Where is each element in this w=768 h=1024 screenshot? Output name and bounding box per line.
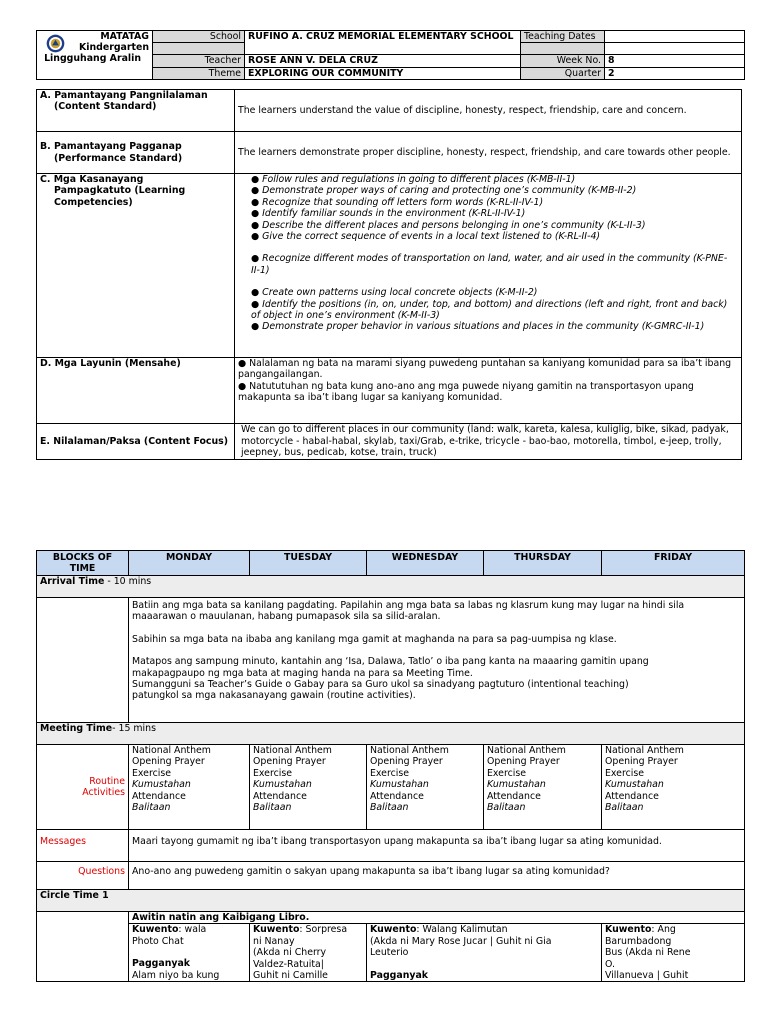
arrival-line: makapagpaupo ng mga bata at maging handa na para sa Meeting Time. [132,667,473,679]
routine-thursday [484,745,602,830]
logo-caption: Lingguhang Aralin [44,53,141,64]
logo-subtitle: Kindergarten [78,42,149,53]
routine-item: Balitaan [132,802,171,814]
routine-item: Attendance [370,790,424,802]
school-label-cont [153,43,245,55]
questions-label: Questions [37,862,129,890]
story-line: (Akda ni Cherry [253,947,327,959]
routine-item: National Anthem [487,745,566,756]
arrival-side-cell [37,598,129,723]
column-header: TUESDAY [250,551,367,576]
routine-item: Attendance [132,790,186,802]
competency-item: ● Give the correct sequence of events in a local text listened to (K-RL-II-4) [251,231,601,243]
plan-table [36,89,742,460]
routine-item: Exercise [253,767,293,779]
routine-item: Opening Prayer [487,756,560,768]
week-label: Week No. [521,55,605,67]
routine-item: Balitaan [370,802,409,814]
routine-activities-label: Routine Activities [37,745,129,830]
arrival-time-row: Arrival Time - 10 mins [37,576,745,598]
circle-side-cell [37,912,129,982]
story-line: Photo Chat [132,935,184,947]
story-line: Bus (Akda ni Rene [605,947,691,959]
routine-wednesday [367,745,484,830]
routine-item: Kumustahan [605,779,664,791]
story-line: Valdez-Ratuita| [253,958,324,970]
competency-item: ● Demonstrate proper ways of caring and protecting one’s community (K-MB-II-2) [251,185,637,197]
teaching-dates-value [605,31,745,43]
competencies-group-3 [251,287,738,333]
theme-value: EXPLORING OUR COMMUNITY [245,67,521,79]
performance-standard-label: B. Pamantayang Pagganap (Performance Standard) [37,132,235,174]
story-line: ni Nanay [253,935,295,947]
competency-item: ● Identify the positions (in, on, under, top, and bottom) and directions (left and right, front and back) [251,298,728,310]
competency-item: of object in one’s environment (K-M-II-3) [251,310,440,322]
content-standard-label: A. Pamantayang Pangnilalaman (Content Standard) [37,90,235,132]
routine-item: Kumustahan [487,779,546,791]
routine-item: Exercise [370,767,410,779]
deped-seal-icon [46,34,65,53]
routine-item: Opening Prayer [132,756,205,768]
routine-item: Opening Prayer [605,756,678,768]
routine-item: Exercise [487,767,527,779]
column-header: WEDNESDAY [367,551,484,576]
story-line: Leuterio [370,947,409,959]
competencies-group-2 [251,253,738,276]
questions-text: Ano-ano ang puwedeng gamitin o sakyan upang makapunta sa iba’t ibang lugar sa ating komunidad? [129,862,745,890]
column-header: THURSDAY [484,551,602,576]
schedule-table [36,550,745,982]
teaching-dates-value-cont [605,43,745,55]
routine-friday [602,745,745,830]
school-label: School [153,31,245,43]
story-line: Guhit ni Camille [253,970,328,982]
logo-cell [37,31,153,80]
routine-item: Kumustahan [370,779,429,791]
story-wednesday-thursday: Kuwento: Walang Kalimutan (Akda ni Mary Rose Jucar | Guhit ni Gia Leuterio Pagganyak [367,924,602,982]
quarter-label: Quarter [521,67,605,79]
awitin-text: Awitin natin ang Kaibigang Libro. [129,912,745,924]
column-header: BLOCKS OF TIME [37,551,129,576]
arrival-line: Sumangguni sa Teacher’s Guide o Gabay para sa Guro ukol sa sinadyang pagtuturo (intentional teaching) [132,679,629,691]
story-friday: Kuwento: Ang Barumbadong Bus (Akda ni Rene O. Villanueva | Guhit [602,924,745,982]
schedule-header-row [37,551,745,576]
performance-standard-text: The learners demonstrate proper discipline, honesty, respect, friendship, and care towards other people. [235,132,742,174]
teaching-dates-label-cont [521,43,605,55]
competencies-label: C. Mga Kasanayang Pampagkatuto (Learning Competencies) [37,174,235,358]
competencies-group-1 [251,174,738,242]
routine-item: Opening Prayer [253,756,326,768]
arrival-line: Batiin ang mga bata sa kanilang pagdating. Papilahin ang mga bata sa labas ng klasrum kung may lugar na hindi sila [132,600,685,611]
competency-item: ● Follow rules and regulations in going to different places (K-MB-II-1) [251,174,576,185]
objectives-list [235,358,742,424]
competency-item: ● Create own patterns using local concrete objects (K-M-II-2) [251,287,538,299]
meeting-time-row: Meeting Time- 15 mins [37,723,745,745]
routine-item: National Anthem [605,745,684,756]
competency-item: ● Describe the different places and persons belonging in one’s community (K-L-II-3) [251,219,646,231]
competency-item: II-1) [251,264,270,276]
teacher-label: Teacher [153,55,245,67]
story-line: Barumbadong [605,935,672,947]
logo-title: MATATAG [100,31,149,42]
routine-monday [129,745,250,830]
competency-item: ● Recognize different modes of transportation on land, water, and air used in the community (K-PNE- [251,253,728,265]
routine-item: Attendance [487,790,541,802]
arrival-instructions [129,598,745,723]
routine-item: National Anthem [370,745,449,756]
content-standard-text: The learners understand the value of discipline, honesty, respect, friendship, care and concern. [235,90,742,132]
routine-item: National Anthem [253,745,332,756]
content-focus-label: E. Nilalaman/Paksa (Content Focus) [37,424,235,460]
quarter-value: 2 [605,67,745,79]
routine-item: Kumustahan [253,779,312,791]
column-header: MONDAY [129,551,250,576]
objective-item: ● Nalalaman ng bata na marami siyang puwedeng puntahan sa kaniyang komunidad para sa iba’t ibang pangangailangan. [238,358,735,381]
story-line: O. [605,958,615,970]
school-value: RUFINO A. CRUZ MEMORIAL ELEMENTARY SCHOOL [245,31,521,55]
competency-item: ● Demonstrate proper behavior in various situations and places in the community (K-GMRC-II-1) [251,321,705,333]
arrival-line: maaarawan o mauulanan, habang pumapasok sila sa silid-aralan. [132,611,441,623]
story-line: (Akda ni Mary Rose Jucar | Guhit ni Gia [370,935,552,947]
story-tuesday: Kuwento: Sorpresa ni Nanay (Akda ni Cherry Valdez-Ratuita| Guhit ni Camille [250,924,367,982]
competency-item: ● Identify familiar sounds in the environment (K-RL-II-IV-1) [251,208,526,220]
arrival-line: Matapos ang sampung minuto, kantahin ang ‘Isa, Dalawa, Tatlo’ o iba pang kanta na maaaring gamitin upang [132,656,649,668]
story-monday: Kuwento: wala Photo Chat Pagganyak Alam niyo ba kung [129,924,250,982]
teaching-dates-label: Teaching Dates [521,31,605,43]
objective-item: ● Natututuhan ng bata kung ano-ano ang mga puwede niyang gamitin na transportasyon upang makapunta sa iba’t ibang lugar sa kaniyang komunidad. [238,380,697,404]
messages-text: Maari tayong gumamit ng iba’t ibang transportasyon upang makapunta sa iba’t ibang lugar sa ating komunidad. [129,830,745,862]
teacher-value: ROSE ANN V. DELA CRUZ [245,55,521,67]
objectives-label: D. Mga Layunin (Mensahe) [37,358,235,424]
story-line: Villanueva | Guhit [605,970,689,982]
messages-label: Messages [37,830,129,862]
arrival-line: Sabihin sa mga bata na ibaba ang kanilang mga gamit at maghanda na para sa pag-uumpisa ng klase. [132,633,617,645]
theme-label: Theme [153,67,245,79]
competency-item: ● Recognize that sounding off letters form words (K-RL-II-IV-1) [251,196,544,208]
column-header: FRIDAY [602,551,745,576]
routine-item: Attendance [253,790,307,802]
routine-tuesday [250,745,367,830]
circle-time-row: Circle Time 1 [37,890,745,912]
arrival-line: patungkol sa mga nakasanayang gawain (routine activities). [132,690,416,702]
routine-item: Balitaan [253,802,292,814]
header-table [36,30,745,80]
routine-item: Kumustahan [132,779,191,791]
routine-item: Exercise [132,767,172,779]
competencies-list [235,174,742,358]
routine-item: National Anthem [132,745,211,756]
routine-item: Exercise [605,767,645,779]
week-value: 8 [605,55,745,67]
routine-item: Balitaan [487,802,526,814]
content-focus-text: We can go to different places in our community (land: walk, kareta, kalesa, kuliglig, bike, sikad, padyak, motorcycle - habal-habal, skylab, taxi/Grab, e-trike, tricycle - bao-bao, motorella, timbol, e-jeep, trolly, jeepney, bus, pedicab, kotse, train, truck) [235,424,742,460]
routine-item: Opening Prayer [370,756,443,768]
routine-item: Attendance [605,790,659,802]
routine-item: Balitaan [605,802,644,814]
